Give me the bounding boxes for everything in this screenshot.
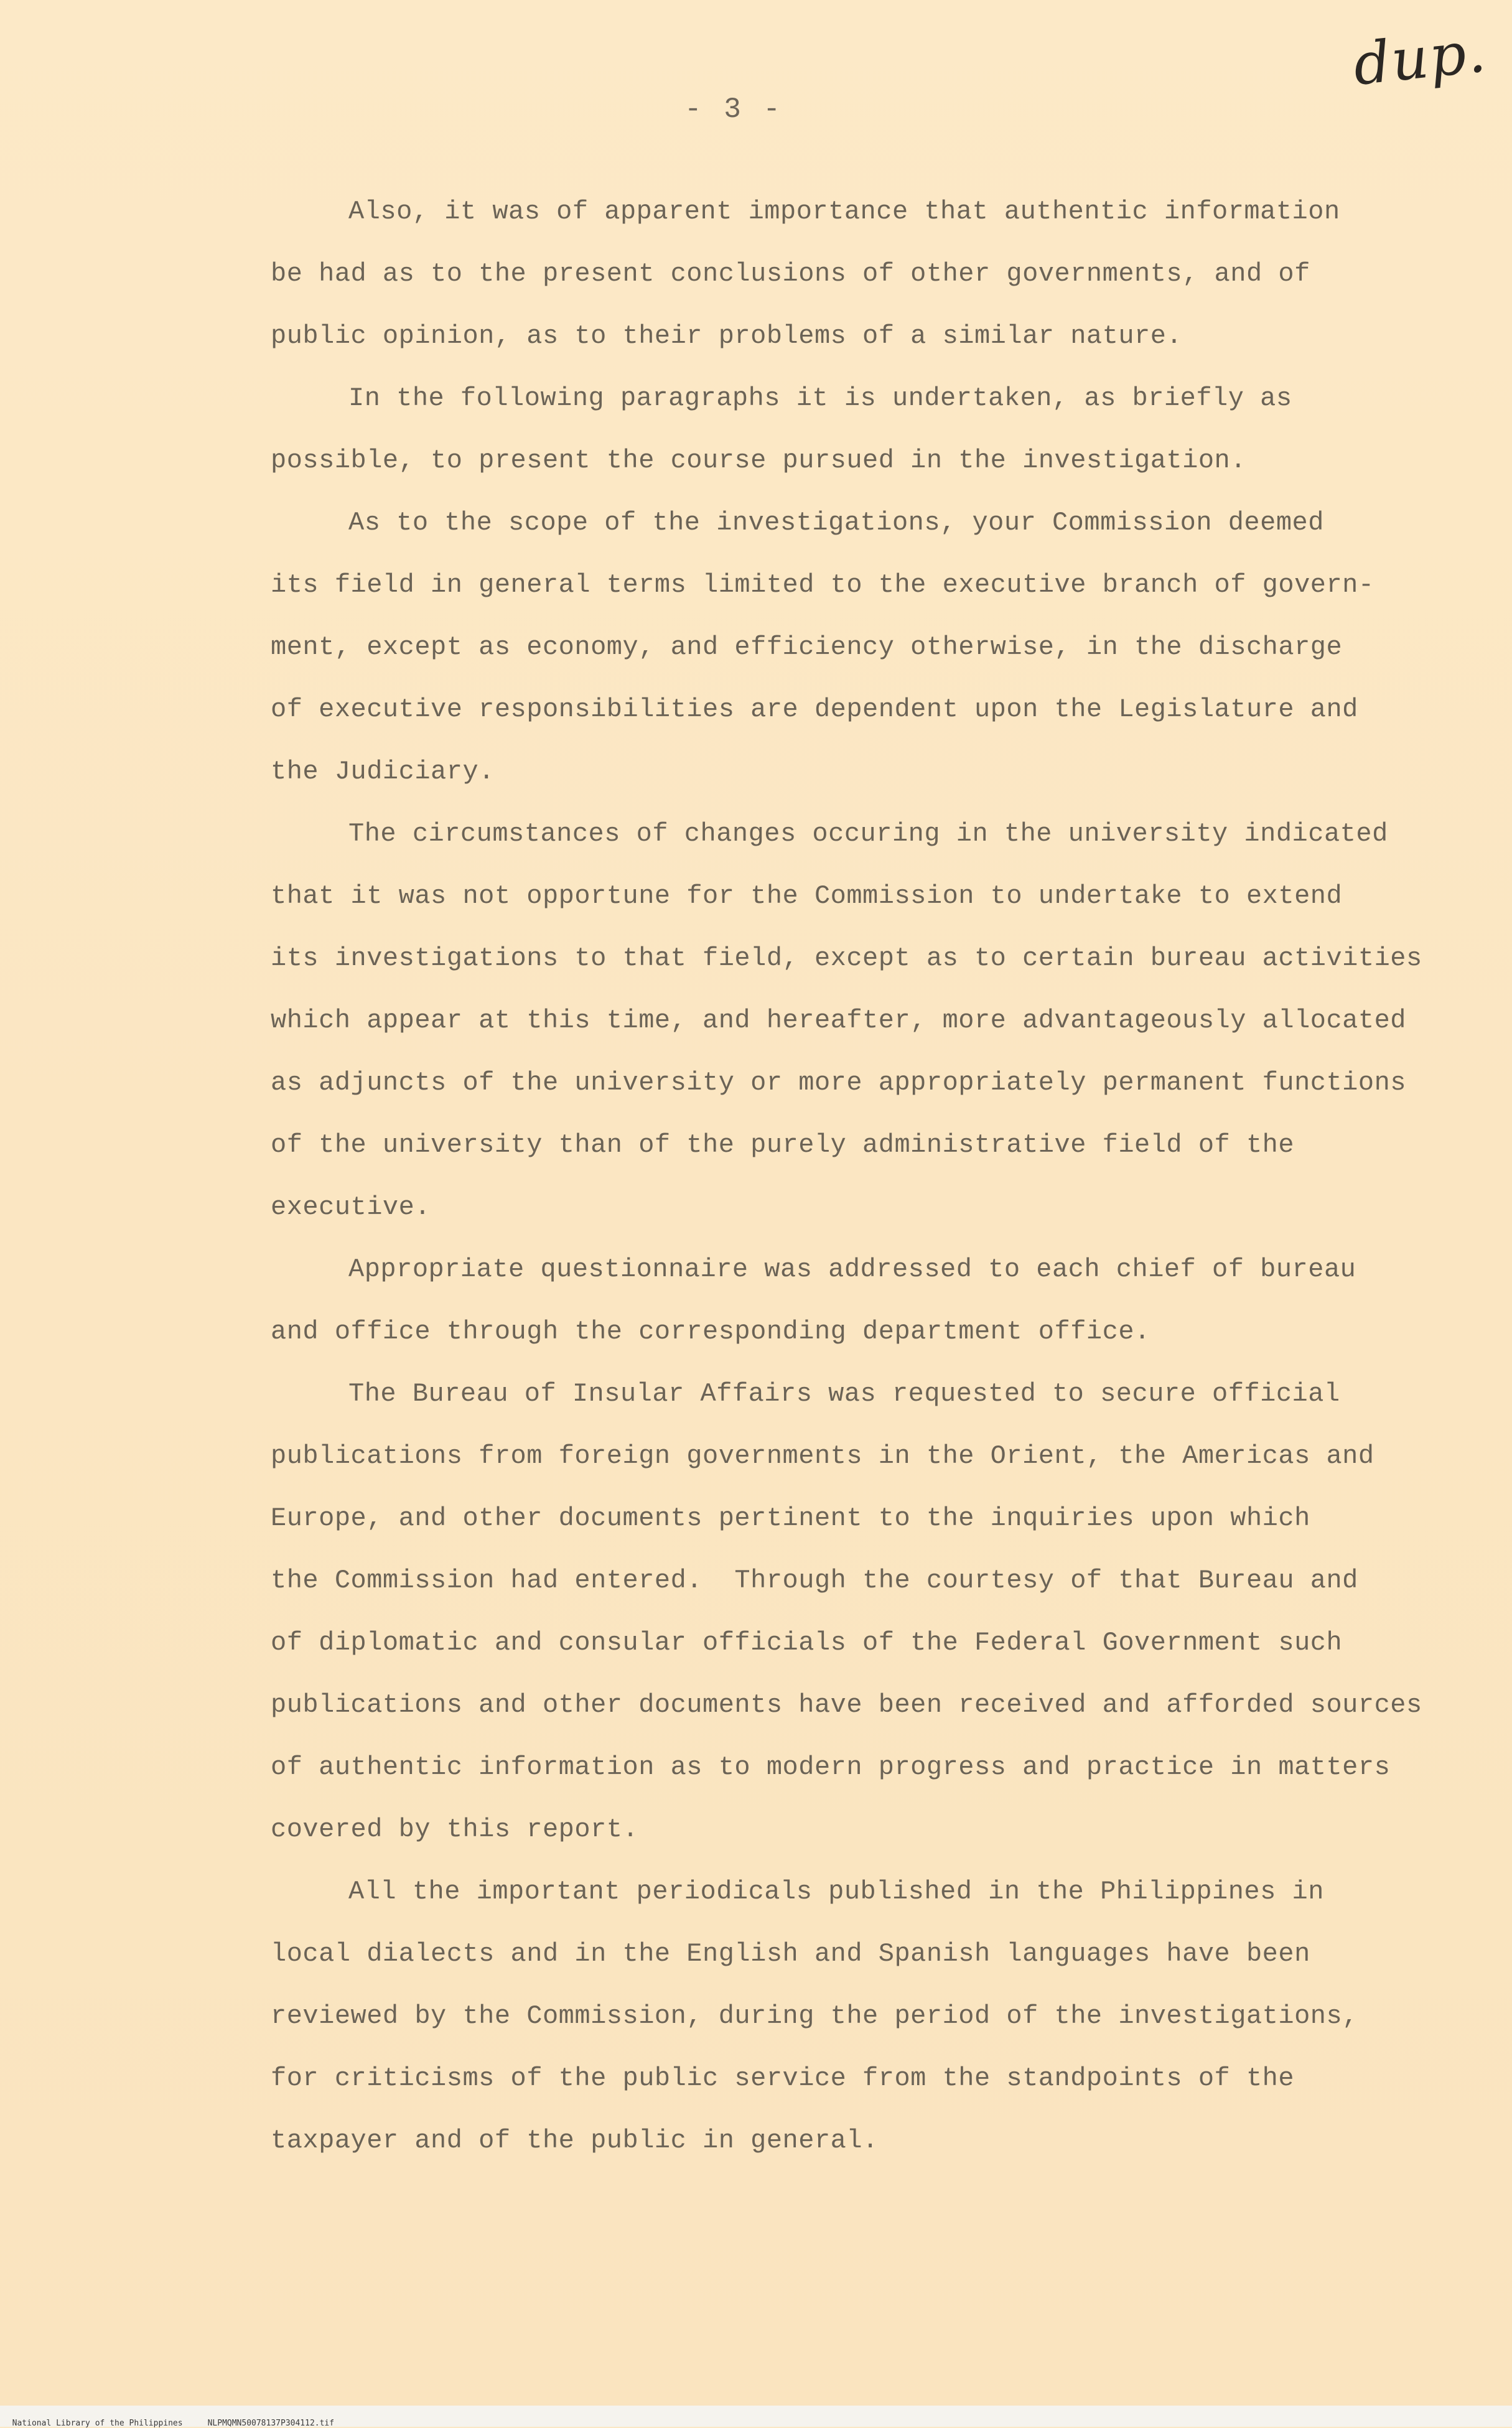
text-line: of executive responsibilities are dependent upon the Legislature and (271, 694, 1358, 724)
text-line: the Judiciary. (271, 757, 495, 787)
text-line: executive. (271, 1192, 431, 1222)
scan-footer (0, 2409, 1512, 2428)
text-line: as adjuncts of the university or more appropriately permanent functions (271, 1068, 1406, 1098)
text-line: public opinion, as to their problems of a similar nature. (271, 321, 1183, 351)
footer-filename: NLPMQMN50078137P304112.tif (207, 2419, 335, 2428)
text-line: its field in general terms limited to the executive branch of govern- (271, 570, 1374, 600)
paragraph (271, 1861, 1453, 2172)
text-line: ment, except as economy, and efficiency otherwise, in the discharge (271, 632, 1343, 662)
text-line: possible, to present the course pursued in the investigation. (271, 446, 1246, 475)
text-line: covered by this report. (271, 1814, 639, 1844)
document-body (271, 180, 1453, 2172)
paragraph (271, 180, 1453, 367)
text-line: for criticisms of the public service from the standpoints of the (271, 2063, 1295, 2093)
handwritten-annotation: dup. (1350, 18, 1490, 98)
text-line: publications from foreign governments in the Orient, the Americas and (271, 1441, 1374, 1471)
text-line: Appropriate questionnaire was addressed to each chief of bureau (348, 1254, 1356, 1284)
paragraph (271, 1238, 1453, 1363)
paragraph (271, 492, 1453, 803)
text-line: and office through the corresponding department office. (271, 1317, 1150, 1347)
page-number: - 3 - (684, 93, 783, 126)
text-line: be had as to the present conclusions of other governments, and of (271, 259, 1310, 289)
paragraph (271, 367, 1453, 492)
text-line: Europe, and other documents pertinent to the inquiries upon which (271, 1503, 1310, 1533)
text-line: its investigations to that field, except as to certain bureau activities (271, 943, 1422, 973)
paragraph (271, 1363, 1453, 1861)
text-line: reviewed by the Commission, during the period of the investigations, (271, 2001, 1358, 2031)
text-line: Also, it was of apparent importance that authentic information (348, 197, 1340, 226)
text-line: In the following paragraphs it is undertaken, as briefly as (348, 383, 1292, 413)
text-line: of the university than of the purely administrative field of the (271, 1130, 1295, 1160)
text-line: of diplomatic and consular officials of the Federal Government such (271, 1628, 1343, 1658)
footer-library: National Library of the Philippines (12, 2419, 183, 2428)
text-line: that it was not opportune for the Commission to undertake to extend (271, 881, 1343, 911)
text-line: which appear at this time, and hereafter, more advantageously allocated (271, 1006, 1406, 1035)
text-line: the Commission had entered. Through the courtesy of that Bureau and (271, 1566, 1358, 1595)
text-line: The Bureau of Insular Affairs was requested to secure official (348, 1379, 1340, 1409)
text-line: All the important periodicals published in the Philippines in (348, 1877, 1324, 1907)
text-line: As to the scope of the investigations, your Commission deemed (348, 508, 1324, 538)
paragraph (271, 803, 1453, 1238)
text-line: of authentic information as to modern progress and practice in matters (271, 1752, 1391, 1782)
text-line: taxpayer and of the public in general. (271, 2126, 879, 2155)
text-line: The circumstances of changes occuring in the university indicated (348, 819, 1388, 849)
text-line: local dialects and in the English and Spanish languages have been (271, 1939, 1310, 1969)
text-line: publications and other documents have been received and afforded sources (271, 1690, 1422, 1720)
